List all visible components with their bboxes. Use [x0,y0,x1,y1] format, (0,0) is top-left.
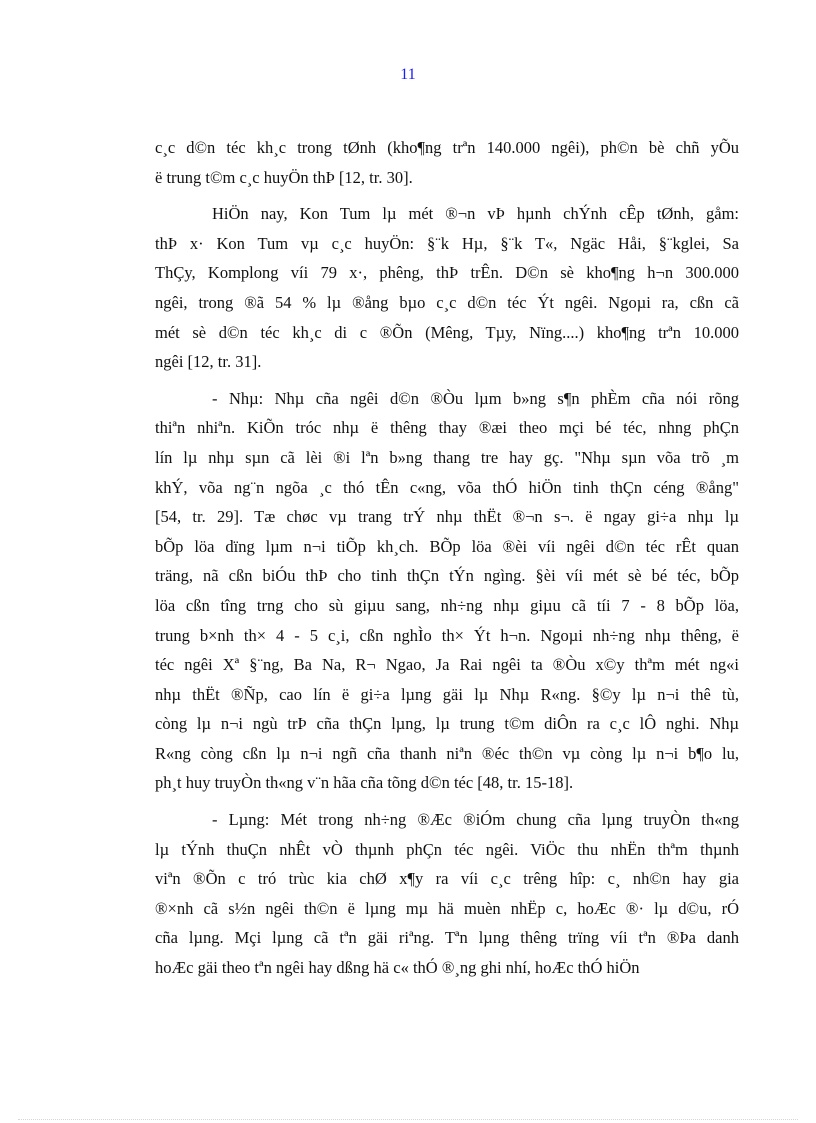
text-line: lµ tÝnh thuÇn nhÊt vÒ thµnh phÇn téc ngêi. ViÖc thu nhËn thªm thµnh [155,839,739,859]
text-line: ngêi, trong ®ã 54 % lµ ®ång bµo c¸c d©n téc Ýt ngêi. Ngoµi ra, cßn cã [155,292,739,312]
text-line: ®×nh cã s½n ngêi th©n ë lµng mµ hä muèn nhËp c, hoÆc ®· lµ d©u, rÓ [155,898,739,918]
text-line: trung b×nh th× 4 - 5 c¸i, cßn nghÌo th× Ýt h¬n. Ngoµi nh÷ng nhµ thêng, ë [155,625,739,645]
text-line: thÞ x· Kon Tum vµ c¸c huyÖn: §¨k Hµ, §¨k T«, Ngäc Håi, §¨kglei, Sa [155,233,739,253]
text-line: - Nhµ: Nhµ cña ngêi d©n ®Òu lµm b»ng s¶n phÈm cña nói rõng [212,388,739,408]
text-line: [54, tr. 29]. Tæ chøc vµ trang trÝ nhµ thËt ®¬n s¬. ë ngay gi÷a nhµ lµ [155,507,739,527]
paragraph [155,805,739,983]
text-line: hoÆc gäi theo tªn ngêi hay dßng hä c« thÓ ®¸ng ghi nhí, hoÆc thÓ hiÖn [155,958,640,978]
text-line: löa cßn tîng trng cho sù giµu sang, nh÷ng nhµ giµu cã tíi 7 - 8 bÕp löa, [155,595,739,615]
text-line: khÝ, võa ng¨n ngõa ¸c thó tÊn c«ng, võa thÓ hiÖn tinh thÇn céng ®ång" [155,477,739,497]
text-line: lín lµ nhµ sµn cã lèi ®i lªn b»ng thang tre hay gç. "Nhµ sµn võa trõ ¸m [155,447,739,467]
text-line: téc ngêi Xª §¨ng, Ba Na, R¬ Ngao, Ja Rai ngêi ta ®Òu x©y thªm mét ng«i [155,655,739,675]
text-line: HiÖn nay, Kon Tum lµ mét ®¬n vÞ hµnh chÝnh cÊp tØnh, gåm: [212,204,739,224]
text-line: mét sè d©n téc kh¸c di c ®Õn (Mêng, Tµy, Nïng....) kho¶ng trªn 10.000 [155,322,739,342]
text-line: cña lµng. Mçi lµng cã tªn gäi riªng. Tªn lµng thêng trïng víi tªn ®Þa danh [155,928,739,948]
text-line: nhµ thËt ®Ñp, cao lín ë gi÷a lµng gäi lµ Nhµ R«ng. §©y lµ n¬i thê tù, [155,684,739,704]
text-line: thiªn nhiªn. KiÕn tróc nhµ ë thêng thay ®æi theo mçi bé téc, nhng phÇn [155,418,739,438]
text-line: ë trung t©m c¸c huyÖn thÞ [12, tr. 30]. [155,167,413,187]
text-line: còng lµ n¬i ngù trÞ cña thÇn lµng, lµ trung t©m diÔn ra c¸c lÔ nghi. Nhµ [155,714,739,734]
paragraph [155,133,739,192]
body-text [155,133,739,983]
paragraph [155,199,739,377]
text-line: viªn ®Õn c tró trùc kia chØ x¶y ra víi c¸c trêng hîp: c¸ nh©n hay gia [155,869,739,889]
text-line: ph¸t huy truyÒn th«ng v¨n hãa cña tõng d©n téc [48, tr. 15-18]. [155,773,574,793]
text-line: bÕp löa dïng lµm n¬i tiÕp kh¸ch. BÕp löa ®èi víi ngêi d©n téc rÊt quan [155,536,739,556]
page-bottom-divider [18,1119,798,1120]
text-line: ThÇy, Komplong víi 79 x·, phêng, thÞ trÊn. D©n sè kho¶ng h¬n 300.000 [155,263,739,283]
paragraph [155,384,739,798]
text-line: - Lµng: Mét trong nh÷ng ®Æc ®iÓm chung cña lµng truyÒn th«ng [212,810,739,830]
text-line: R«ng còng cßn lµ n¬i ngñ cña thanh niªn ®éc th©n vµ còng lµ n¬i b¶o lu, [155,743,739,763]
text-line: c¸c d©n téc kh¸c trong tØnh (kho¶ng trªn 140.000 ngêi), ph©n bè chñ yÕu [155,138,739,157]
page-number: 11 [400,66,416,83]
text-line: träng, nã cßn biÓu thÞ cho tinh thÇn tÝn ngìng. §èi víi mét sè bé téc, bÕp [155,566,739,586]
text-line: ngêi [12, tr. 31]. [155,352,262,372]
